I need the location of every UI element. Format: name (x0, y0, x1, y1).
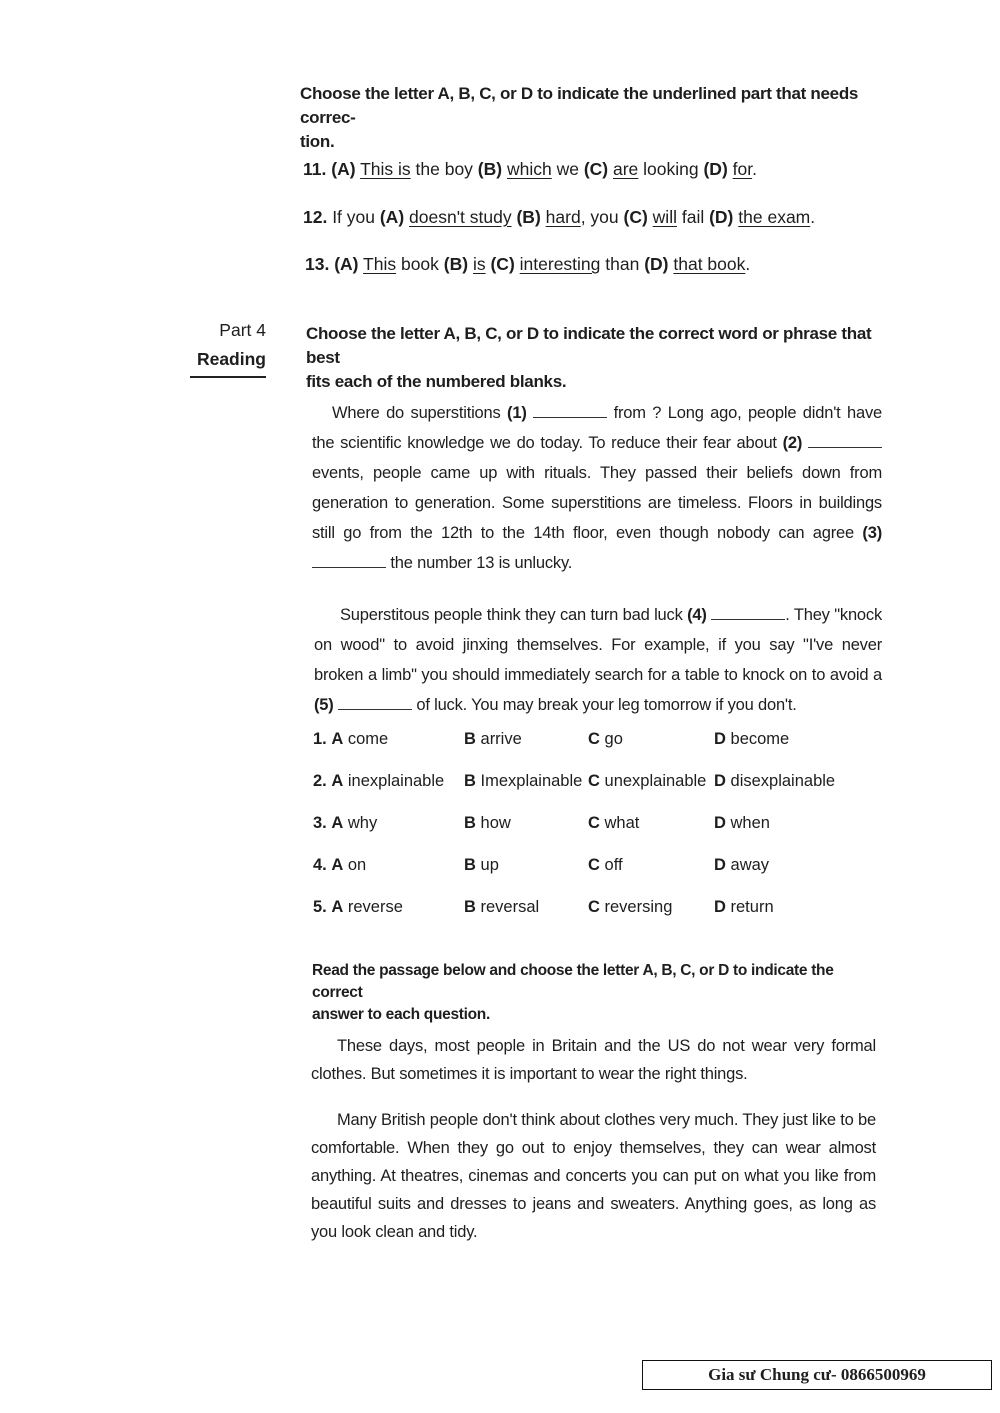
passage1-paragraph2: Superstitous people think they can turn bad luck (4) . They "knock on wood" to avoid jinxing themselves. For example, if you say "I've never broken a limb" you should immediately search for a table to knock on to avoid a (5) of luck. You may break your leg tomorrow if you don't. (314, 606, 882, 714)
option[interactable]: C off (588, 856, 623, 874)
option[interactable]: B reversal (464, 898, 540, 916)
options-row-1: 1. A come B arrive C go D become (313, 730, 790, 748)
passage1-paragraph1: Where do superstitions (1) from ? Long ago, people didn't have the scientific knowledge we do today. To reduce their fear about (2) events, people came up with rituals. They passed their beliefs down from generation to generation. Some superstitions are timeless. Floors in buildings still go from the 12th to the 14th floor, even though nobody can agree (3) the number 13 is unlucky. (312, 404, 882, 572)
passage2-paragraph2: Many British people don't think about clothes very much. They just like to be comfortable. When they go out to enjoy themselves, they can wear almost anything. At theatres, cinemas and concerts you can put on what you like from beautiful suits and dresses to jeans and sweaters. Anything goes, as long as you look clean and tidy. (311, 1111, 876, 1241)
part3-instruction: Choose the letter A, B, C, or D to indicate the underlined part that needs correc- tion. (300, 84, 859, 151)
option[interactable]: D away (714, 856, 770, 874)
blank-3[interactable] (312, 553, 386, 568)
footer-contact-box: Gia sư Chung cư- 0866500969 (642, 1360, 992, 1390)
section-label: Reading (196, 349, 266, 369)
blank-4[interactable] (711, 605, 785, 620)
option[interactable]: D disexplainable (714, 772, 836, 790)
blank-5[interactable] (338, 695, 412, 710)
options-row-2: 2. A inexplainable B Imexplainable C unexplainable D disexplainable (313, 772, 836, 790)
option[interactable]: C go (588, 730, 623, 748)
option[interactable]: B arrive (464, 730, 522, 748)
blank-1[interactable] (533, 403, 607, 418)
question-11: 11. (A) This is the boy (B) which we (C) are looking (D) for. (303, 159, 757, 179)
question-12: 12. If you (A) doesn't study (B) hard, you (C) will fail (D) the exam. (303, 207, 816, 227)
options-row-4: 4. A on B up C off D away (313, 856, 770, 874)
option[interactable]: D when (714, 814, 770, 832)
option[interactable]: B Imexplainable (464, 772, 583, 790)
blank-2[interactable] (808, 433, 882, 448)
options-row-3: 3. A why B how C what D when (313, 814, 770, 832)
section-label-underline (190, 376, 266, 378)
option[interactable]: C what (588, 814, 640, 832)
option[interactable]: D become (714, 730, 790, 748)
options-row-5: 5. A reverse B reversal C reversing D return (313, 898, 774, 916)
option[interactable]: D return (714, 898, 774, 916)
passage2-paragraph1: These days, most people in Britain and the US do not wear very formal clothes. But sometimes it is important to wear the right things. (311, 1037, 876, 1083)
reading-instruction: Read the passage below and choose the letter A, B, C, or D to indicate the correct answer to each question. (312, 962, 834, 1023)
question-13: 13. (A) This book (B) is (C) interesting than (D) that book. (305, 254, 751, 274)
option[interactable]: B up (464, 856, 499, 874)
option[interactable]: B how (464, 814, 511, 832)
part4-instruction: Choose the letter A, B, C, or D to indicate the correct word or phrase that best fits each of the numbered blanks. (306, 324, 872, 391)
option[interactable]: C unexplainable (588, 772, 707, 790)
option[interactable]: C reversing (588, 898, 673, 916)
part-label: Part 4 (219, 320, 266, 340)
